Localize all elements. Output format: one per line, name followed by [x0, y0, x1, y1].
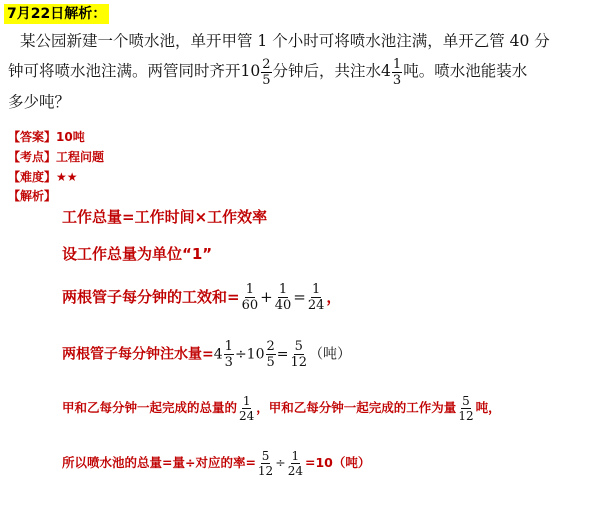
problem-text-2a: 钟可将喷水池注满。两管同时齐开 [8, 62, 241, 80]
mixed-number-4-1-3 [381, 56, 403, 88]
step-result: =10（吨） [304, 455, 371, 470]
fraction [290, 340, 309, 369]
divide-sign: ÷ [275, 455, 286, 470]
answer-row [8, 129, 85, 145]
page-title: 7月22日解析： [4, 4, 109, 24]
numerator: 1 [242, 394, 251, 408]
solution-step-6 [62, 450, 370, 477]
topic-value: 工程问题 [56, 150, 105, 164]
equals-sign: = [276, 346, 289, 363]
fraction [287, 450, 304, 477]
solution-step-5 [62, 395, 501, 422]
topic-label: 【考点】 [8, 150, 57, 164]
whole-part: 10 [240, 62, 261, 80]
denominator: 24 [307, 298, 325, 313]
numerator: 1 [278, 282, 288, 297]
solution-step-2: 设工作总量为单位“1” [62, 245, 213, 263]
analysis-label: 【解析】 [8, 189, 57, 203]
denominator: 40 [274, 298, 292, 313]
topic-row [8, 149, 104, 165]
denominator: 5 [262, 72, 271, 88]
numerator: 5 [294, 339, 303, 354]
fraction [457, 395, 474, 422]
problem-line-3: 多少吨？ [8, 92, 71, 111]
fraction [392, 58, 402, 87]
denominator: 60 [241, 298, 259, 313]
divide-sign: ÷ [234, 346, 247, 363]
mixed-number-10-2-5 [240, 56, 273, 88]
problem-statement [8, 26, 588, 117]
problem-text-2c: 吨。喷水池能装水 [403, 62, 528, 80]
fraction [224, 340, 234, 369]
difficulty-label: 【难度】 [8, 170, 57, 184]
difficulty-row [8, 169, 78, 185]
step-text: ，甲和乙每分钟一起完成的工作为量 [256, 400, 457, 415]
step-text: 所以喷水池的总量=量÷对应的率= [62, 455, 256, 470]
denominator: 24 [239, 409, 255, 423]
problem-line-1 [8, 26, 588, 56]
fraction [274, 283, 293, 312]
step-punct: ， [326, 288, 342, 306]
fraction [241, 283, 260, 312]
numerator: 1 [392, 56, 402, 72]
numerator: 1 [224, 339, 233, 354]
step-text: 两根管子每分钟的工效和= [62, 288, 240, 306]
unit-text: （吨） [309, 346, 352, 363]
numerator: 5 [462, 394, 470, 408]
solution-step-3 [62, 283, 341, 312]
problem-text-2b: 分钟后，共注水 [272, 62, 382, 80]
denominator: 5 [266, 355, 275, 370]
answer-label: 【答案】 [8, 130, 57, 144]
whole-part: 10 [246, 346, 265, 363]
whole-part: 4 [213, 346, 223, 363]
whole-part: 4 [381, 62, 391, 80]
solution-step-1: 工作总量=工作时间×工作效率 [62, 208, 268, 226]
denominator: 3 [392, 72, 402, 88]
fraction [266, 340, 276, 369]
plus-sign: + [260, 288, 273, 306]
step-text: 甲和乙每分钟一起完成的总量的 [62, 400, 238, 415]
denominator: 24 [287, 464, 303, 478]
numerator: 1 [291, 449, 300, 463]
denominator: 12 [257, 464, 274, 478]
step-text: 吨， [475, 400, 501, 415]
equals-sign: = [293, 288, 306, 306]
step-text: 两根管子每分钟注水量= [62, 346, 214, 363]
answer-value: 10吨 [56, 130, 85, 144]
fraction [238, 395, 255, 422]
difficulty-stars: ★★ [56, 170, 78, 184]
solution-step-4 [62, 340, 351, 369]
denominator: 12 [290, 355, 308, 370]
fraction [307, 283, 326, 312]
problem-line-2 [8, 56, 588, 87]
denominator: 12 [458, 409, 474, 423]
numerator: 1 [311, 282, 321, 297]
denominator: 3 [224, 355, 233, 370]
fraction [257, 450, 274, 477]
numerator: 5 [261, 449, 270, 463]
numerator: 2 [262, 56, 271, 72]
problem-text-1: 某公园新建一个喷水池，单开甲管 1 个小时可将喷水池注满，单开乙管 40 分 [20, 32, 550, 50]
numerator: 2 [266, 339, 275, 354]
fraction [261, 58, 271, 87]
numerator: 1 [245, 282, 254, 297]
